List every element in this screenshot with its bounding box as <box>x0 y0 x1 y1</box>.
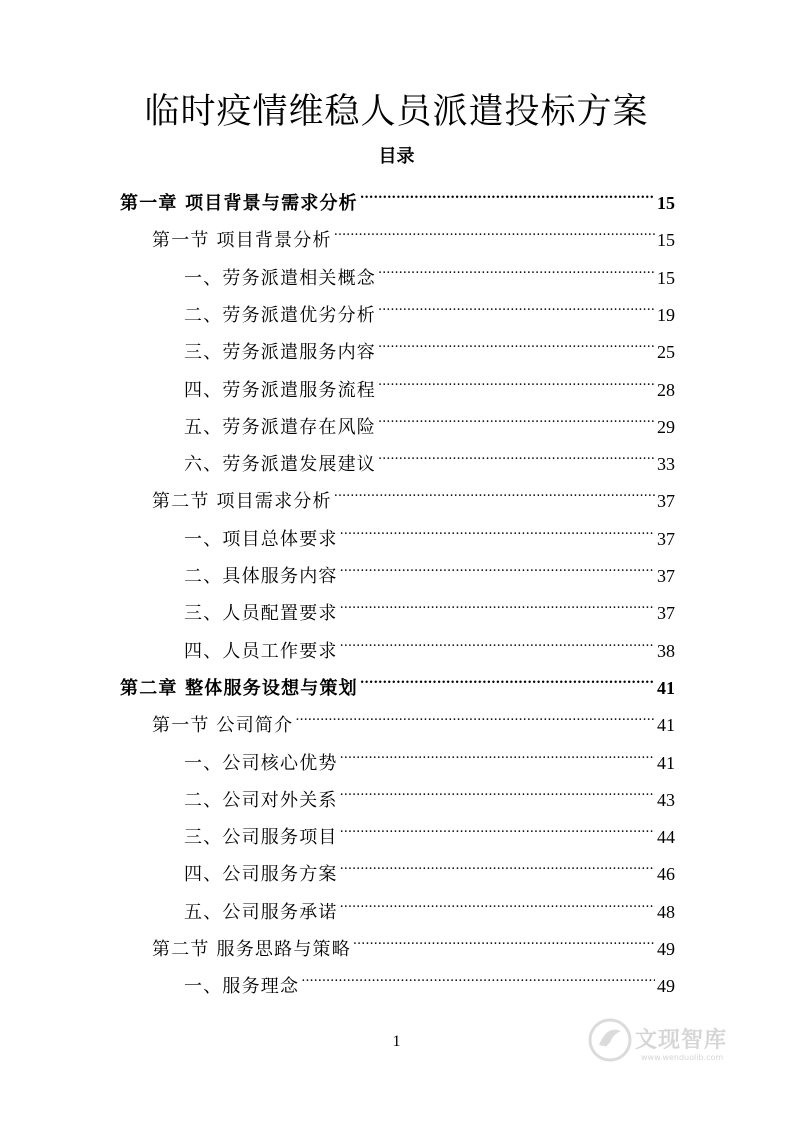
toc-entry-label: 一、公司核心优势 <box>184 752 338 774</box>
toc-dot-leader <box>340 591 655 619</box>
toc-dot-leader <box>295 703 655 731</box>
page-title: 临时疫情维稳人员派遣投标方案 <box>144 92 649 132</box>
toc-entry[interactable] <box>120 181 675 214</box>
toc-entry-label: 五、劳务派遣存在风险 <box>184 416 376 438</box>
toc-entry-page: 38 <box>657 640 675 661</box>
toc-entry-page: 37 <box>657 566 675 586</box>
toc-entry-page: 48 <box>657 901 675 922</box>
toc-entry[interactable] <box>184 815 675 849</box>
toc-entry-label: 三、劳务派遣服务内容 <box>184 342 376 364</box>
toc-entry-page: 37 <box>657 603 675 624</box>
toc-dot-leader <box>340 890 655 918</box>
toc-dot-leader <box>340 741 655 769</box>
toc-entry-label: 二、具体服务内容 <box>184 566 338 587</box>
toc-entry-label: 一、项目总体要求 <box>184 528 338 550</box>
toc-entry[interactable] <box>184 256 675 289</box>
toc-entry-label: 第一节 公司简介 <box>152 715 294 737</box>
toc-entry[interactable] <box>184 517 675 550</box>
toc-entry-label: 第一章 项目背景与需求分析 <box>120 193 358 214</box>
toc-dot-leader <box>334 218 655 246</box>
toc-entry[interactable] <box>184 554 675 587</box>
toc-entry-label: 第二节 项目需求分析 <box>152 491 332 513</box>
watermark-url: www.wenduolib.com <box>641 1053 724 1062</box>
toc-entry[interactable] <box>152 927 675 960</box>
toc-entry-page: 37 <box>657 491 675 512</box>
toc-entry-label: 五、公司服务承诺 <box>184 901 338 923</box>
toc-entry-page: 19 <box>657 304 675 325</box>
toc-entry-page: 41 <box>657 715 675 736</box>
toc-entry[interactable] <box>184 890 675 923</box>
toc-entry-page: 49 <box>657 976 675 997</box>
toc-heading: 目录 <box>378 146 415 167</box>
toc-entry-label: 一、劳务派遣相关概念 <box>184 267 376 289</box>
toc-dot-leader <box>334 479 655 507</box>
toc-dot-leader <box>340 517 655 545</box>
toc-entry[interactable] <box>184 852 675 886</box>
toc-dot-leader <box>353 927 655 955</box>
toc-entry-label: 二、劳务派遣优劣分析 <box>184 304 376 326</box>
toc-entry-label: 四、劳务派遣服务流程 <box>184 379 376 401</box>
toc-entry-label: 三、公司服务项目 <box>184 827 338 849</box>
toc-entry-page: 43 <box>657 789 675 810</box>
toc-dot-leader <box>340 815 655 843</box>
toc-dot-leader <box>378 293 655 321</box>
toc-entry-label: 三、人员配置要求 <box>184 603 338 625</box>
toc-dot-leader <box>340 629 655 657</box>
toc-entry-label: 四、人员工作要求 <box>184 640 338 662</box>
toc-entry-page: 41 <box>657 752 675 773</box>
toc-entry-page: 15 <box>657 230 675 251</box>
toc-entry-label: 第二章 整体服务设想与策划 <box>120 677 358 699</box>
toc-dot-leader <box>340 554 655 582</box>
toc-entry[interactable] <box>152 703 675 737</box>
toc-dot-leader <box>378 442 655 470</box>
toc-entry[interactable] <box>184 629 675 662</box>
toc-entry-page: 46 <box>657 864 675 885</box>
toc-dot-leader <box>378 330 655 358</box>
toc-entry-page: 29 <box>657 416 675 437</box>
toc-entry[interactable] <box>184 293 675 326</box>
toc-entry[interactable] <box>184 330 675 364</box>
watermark <box>585 1013 755 1075</box>
toc-entry-page: 41 <box>657 677 675 698</box>
toc-entry-page: 15 <box>657 267 675 288</box>
toc-dot-leader <box>378 368 655 396</box>
toc-entry[interactable] <box>184 591 675 625</box>
toc-entry-label: 四、公司服务方案 <box>184 864 338 886</box>
toc-entry-label: 一、服务理念 <box>184 976 300 998</box>
toc-entry[interactable] <box>184 778 675 811</box>
toc-entry-label: 第二节 服务思路与策略 <box>152 939 351 960</box>
toc-entry-page: 25 <box>657 342 675 363</box>
toc-entry[interactable] <box>184 368 675 401</box>
toc-entry-label: 第一节 项目背景分析 <box>152 230 332 252</box>
toc-entry[interactable] <box>152 479 675 513</box>
toc-dot-leader <box>301 964 655 992</box>
toc-entry[interactable] <box>120 666 675 699</box>
toc-entry[interactable] <box>184 741 675 774</box>
toc-dot-leader <box>360 666 655 694</box>
toc-entry-page: 49 <box>657 939 675 959</box>
toc-entry[interactable] <box>184 442 675 476</box>
toc-dot-leader <box>378 405 655 433</box>
toc-entry-page: 15 <box>657 193 675 213</box>
toc-entry-page: 37 <box>657 528 675 549</box>
toc-entry[interactable] <box>184 405 675 438</box>
toc-entry-page: 33 <box>657 454 675 475</box>
page-number: 1 <box>392 1033 401 1050</box>
toc-entry[interactable] <box>184 964 675 998</box>
toc-dot-leader <box>378 256 655 284</box>
wenxian-logo-icon <box>587 1017 633 1063</box>
toc-entry[interactable] <box>152 218 675 252</box>
toc-dot-leader <box>360 181 655 209</box>
toc-entry-label: 二、公司对外关系 <box>184 789 338 811</box>
toc-dot-leader <box>340 778 655 806</box>
toc-entry-page: 28 <box>657 379 675 400</box>
watermark-name: 文现智库 <box>635 1028 728 1053</box>
toc-dot-leader <box>340 852 655 880</box>
toc-entry-label: 六、劳务派遣发展建议 <box>184 454 376 476</box>
toc-entry-page: 44 <box>657 827 675 848</box>
